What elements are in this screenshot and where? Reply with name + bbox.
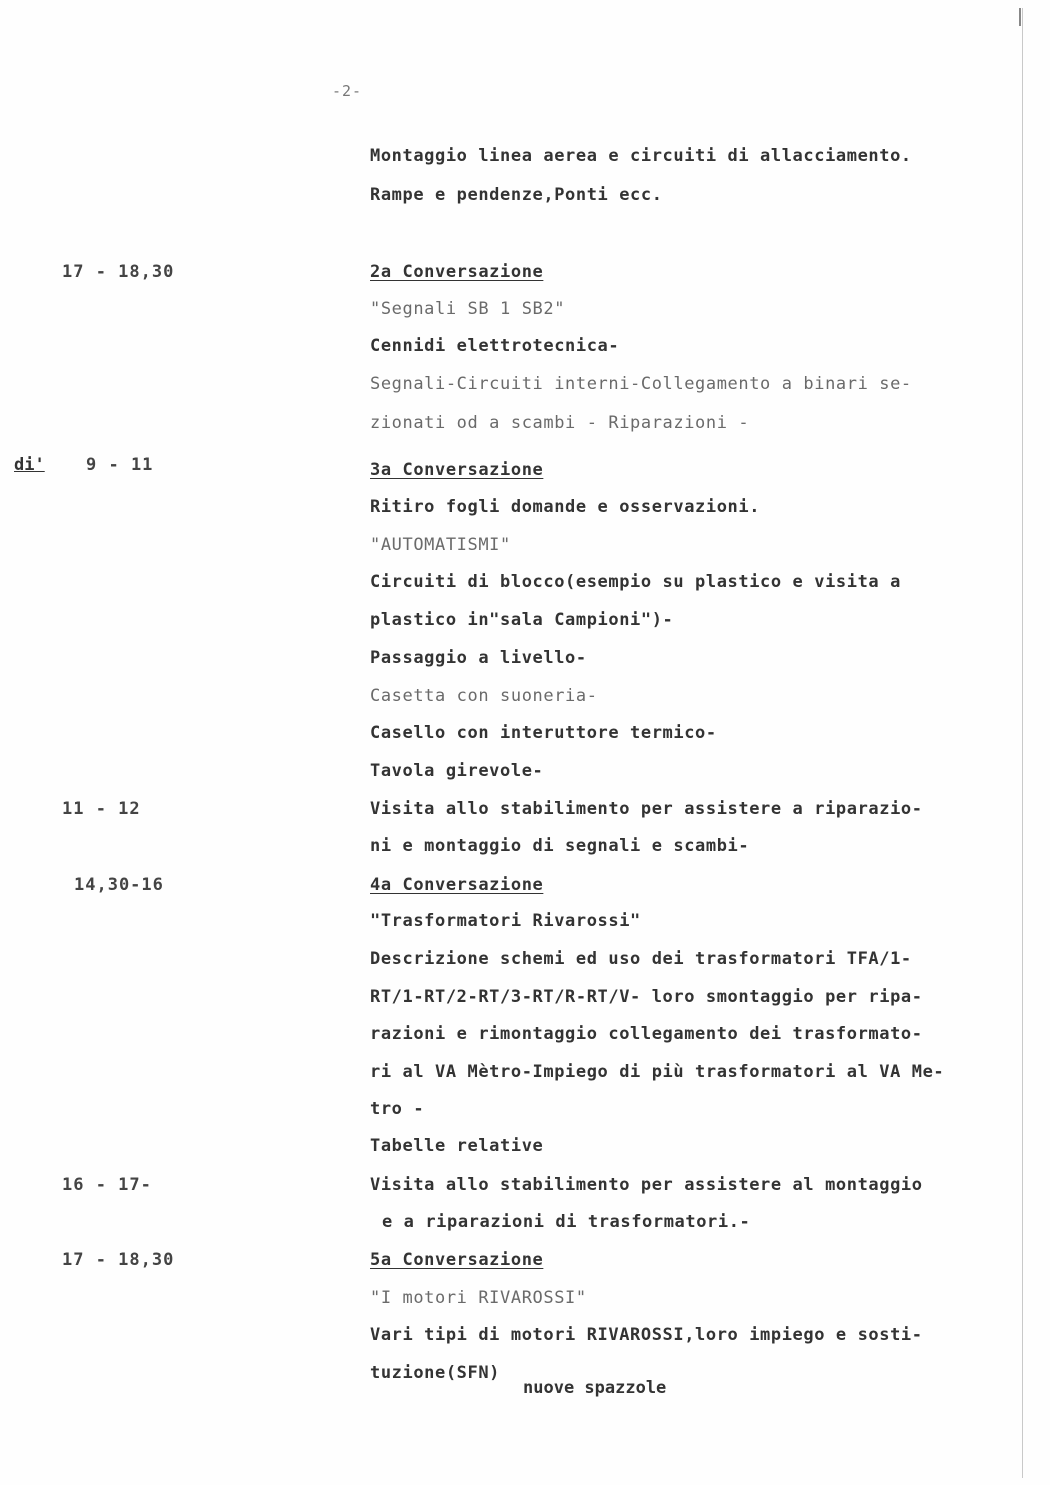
time-slot: 14,30-16 — [74, 875, 164, 895]
text-line: tro - — [370, 1099, 425, 1119]
sub-note: nuove spazzole — [523, 1378, 667, 1398]
page-edge-line — [1022, 8, 1023, 1478]
text-line: Passaggio a livello- — [370, 648, 587, 668]
text-line: Descrizione schemi ed uso dei trasformatori TFA/1- — [370, 949, 912, 969]
section-heading: 3a Conversazione — [370, 460, 544, 480]
time-slot: 17 - 18,30 — [62, 262, 175, 282]
text-line: e a riparazioni di trasformatori.- — [382, 1212, 751, 1232]
text-line: Rampe e pendenze,Ponti ecc. — [370, 185, 663, 205]
text-line: Vari tipi di motori RIVAROSSI,loro impiego e sosti- — [370, 1325, 923, 1345]
text-line: Segnali-Circuiti interni-Collegamento a binari se- — [370, 374, 912, 394]
text-line: Visita allo stabilimento per assistere a riparazio- — [370, 799, 923, 819]
text-line: zionati od a scambi - Riparazioni - — [370, 413, 750, 433]
text-line: Casello con interuttore termico- — [370, 723, 717, 743]
text-line: Visita allo stabilimento per assistere al montaggio — [370, 1175, 923, 1195]
page-number: -2- — [332, 82, 363, 100]
text-line: razioni e rimontaggio collegamento dei trasformato- — [370, 1024, 923, 1044]
time-slot: 9 - 11 — [86, 455, 154, 475]
text-line: Tavola girevole- — [370, 761, 544, 781]
day-label: di' — [14, 455, 45, 475]
section-heading: 2a Conversazione — [370, 262, 544, 282]
text-line: plastico in"sala Campioni")- — [370, 610, 674, 630]
time-slot: 17 - 18,30 — [62, 1250, 175, 1270]
text-line: Ritiro fogli domande e osservazioni. — [370, 497, 761, 517]
text-line: "Segnali SB 1 SB2" — [370, 299, 566, 319]
time-slot: 16 - 17- — [62, 1175, 152, 1195]
text-line: ni e montaggio di segnali e scambi- — [370, 836, 750, 856]
text-line: "I motori RIVAROSSI" — [370, 1288, 587, 1308]
text-line: tuzione(SFN) — [370, 1363, 501, 1383]
text-line: Montaggio linea aerea e circuiti di allacciamento. — [370, 146, 912, 166]
page-edge-tick — [1019, 8, 1021, 26]
text-line: "Trasformatori Rivarossi" — [370, 911, 641, 931]
text-line: Circuiti di blocco(esempio su plastico e visita a — [370, 572, 901, 592]
section-heading: 4a Conversazione — [370, 875, 544, 895]
section-heading: 5a Conversazione — [370, 1250, 544, 1270]
text-line: "AUTOMATISMI" — [370, 535, 511, 555]
text-line: Tabelle relative — [370, 1136, 544, 1156]
text-line: Casetta con suoneria- — [370, 686, 598, 706]
text-line: ri al VA Mètro-Impiego di più trasformatori al VA Me- — [370, 1062, 945, 1082]
time-slot: 11 - 12 — [62, 799, 141, 819]
text-line: Cennidi elettrotecnica- — [370, 336, 620, 356]
text-line: RT/1-RT/2-RT/3-RT/R-RT/V- loro smontaggio per ripa- — [370, 987, 923, 1007]
